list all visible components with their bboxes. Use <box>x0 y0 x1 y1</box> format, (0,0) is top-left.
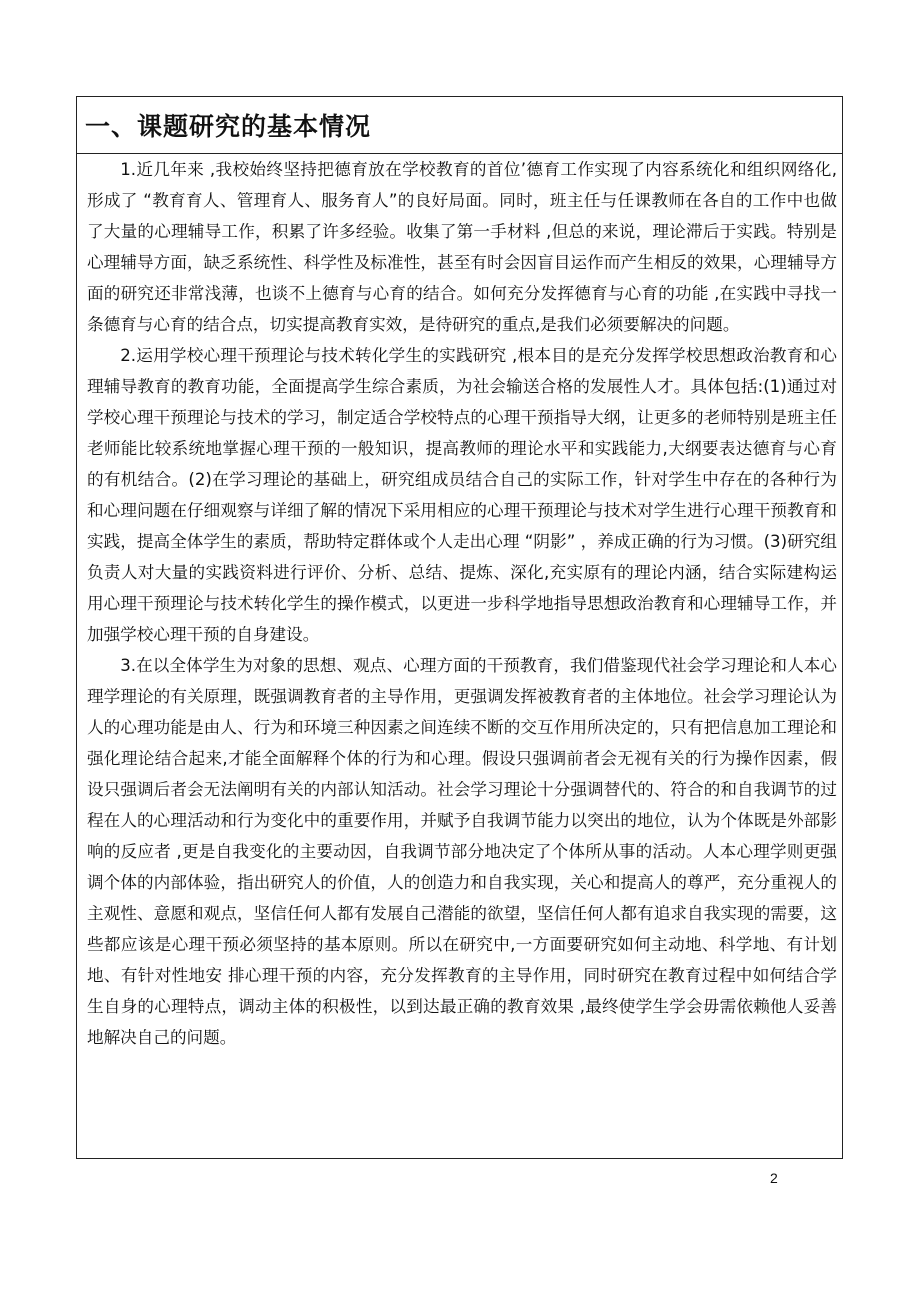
section-body <box>77 154 842 1053</box>
section-header <box>77 97 842 154</box>
document-frame <box>76 96 843 1159</box>
paragraph-1: 1.近几年来 ,我校始终坚持把德育放在学校教育的首位’德育工作实现了内容系统化和组织网络化,形成了 “教育育人、管理育人、服务育人”的良好局面。同时，班主任与任课教师在各自的工作中也做了大量的心理辅导工作，积累了许多经验。收集了第一手材料 ,但总的来说，理论滞后于实践。特别是心理辅导方面，缺乏系统性、科学性及标准性，甚至有时会因盲目运作而产生相反的效果，心理辅导方面的研究还非常浅薄，也谈不上德育与心育的结合。如何充分发挥德育与心育的功能 ,在实践中寻找一条德育与心育的结合点，切实提高教育实效，是待研究的重点,是我们必须要解决的问题。 <box>87 160 837 334</box>
page-number: 2 <box>770 1170 778 1186</box>
paragraph-3: 3.在以全体学生为对象的思想、观点、心理方面的干预教育，我们借鉴现代社会学习理论和人本心理学理论的有关原理，既强调教育者的主导作用，更强调发挥被教育者的主体地位。社会学习理论认为人的心理功能是由人、行为和环境三种因素之间连续不断的交互作用所决定的，只有把信息加工理论和强化理论结合起来,才能全面解释个体的行为和心理。假设只强调前者会无视有关的行为操作因素，假设只强调后者会无法阐明有关的内部认知活动。社会学习理论十分强调替代的、符合的和自我调节的过程在人的心理活动和行为变化中的重要作用，并赋予自我调节能力以突出的地位，认为个体既是外部影响的反应者 ,更是自我变化的主要动因，自我调节部分地决定了个体所从事的活动。人本心理学则更强调个体的内部体验，指出研究人的价值，人的创造力和自我实现，关心和提高人的尊严，充分重视人的主观性、意愿和观点，坚信任何人都有发展自己潜能的欲望，坚信任何人都有追求自我实现的需要，这些都应该是心理干预必须坚持的基本原则。所以在研究中,一方面要研究如何主动地、科学地、有计划地、有针对性地安 排心理干预的内容，充分发挥教育的主导作用，同时研究在教育过程中如何结合学生自身的心理特点，调动主体的积极性，以到达最正确的教育效果 ,最终使学生学会毋需依赖他人妥善地解决自己的问题。 <box>87 656 837 1047</box>
paragraph-2: 2.运用学校心理干预理论与技术转化学生的实践研究 ,根本目的是充分发挥学校思想政治教育和心理辅导教育的教育功能，全面提高学生综合素质，为社会输送合格的发展性人才。具体包括:(1)通过对学校心理干预理论与技术的学习，制定适合学校特点的心理干预指导大纲，让更多的老师特别是班主任老师能比较系统地掌握心理干预的一般知识，提高教师的理论水平和实践能力,大纲要表达德育与心育的有机结合。(2)在学习理论的基础上，研究组成员结合自己的实际工作，针对学生中存在的各种行为和心理问题在仔细观察与详细了解的情况下采用相应的心理干预理论与技术对学生进行心理干预教育和实践，提高全体学生的素质，帮助特定群体或个人走出心理 “阴影” ，养成正确的行为习惯。(3)研究组负责人对大量的实践资料进行评价、分析、总结、提炼、深化,充实原有的理论内涵，结合实际建构运用心理干预理论与技术转化学生的操作模式，以更进一步科学地指导思想政治教育和心理辅导工作，并加强学校心理干预的自身建设。 <box>87 346 837 644</box>
section-title: 一、课题研究的基本情况 <box>85 111 372 141</box>
